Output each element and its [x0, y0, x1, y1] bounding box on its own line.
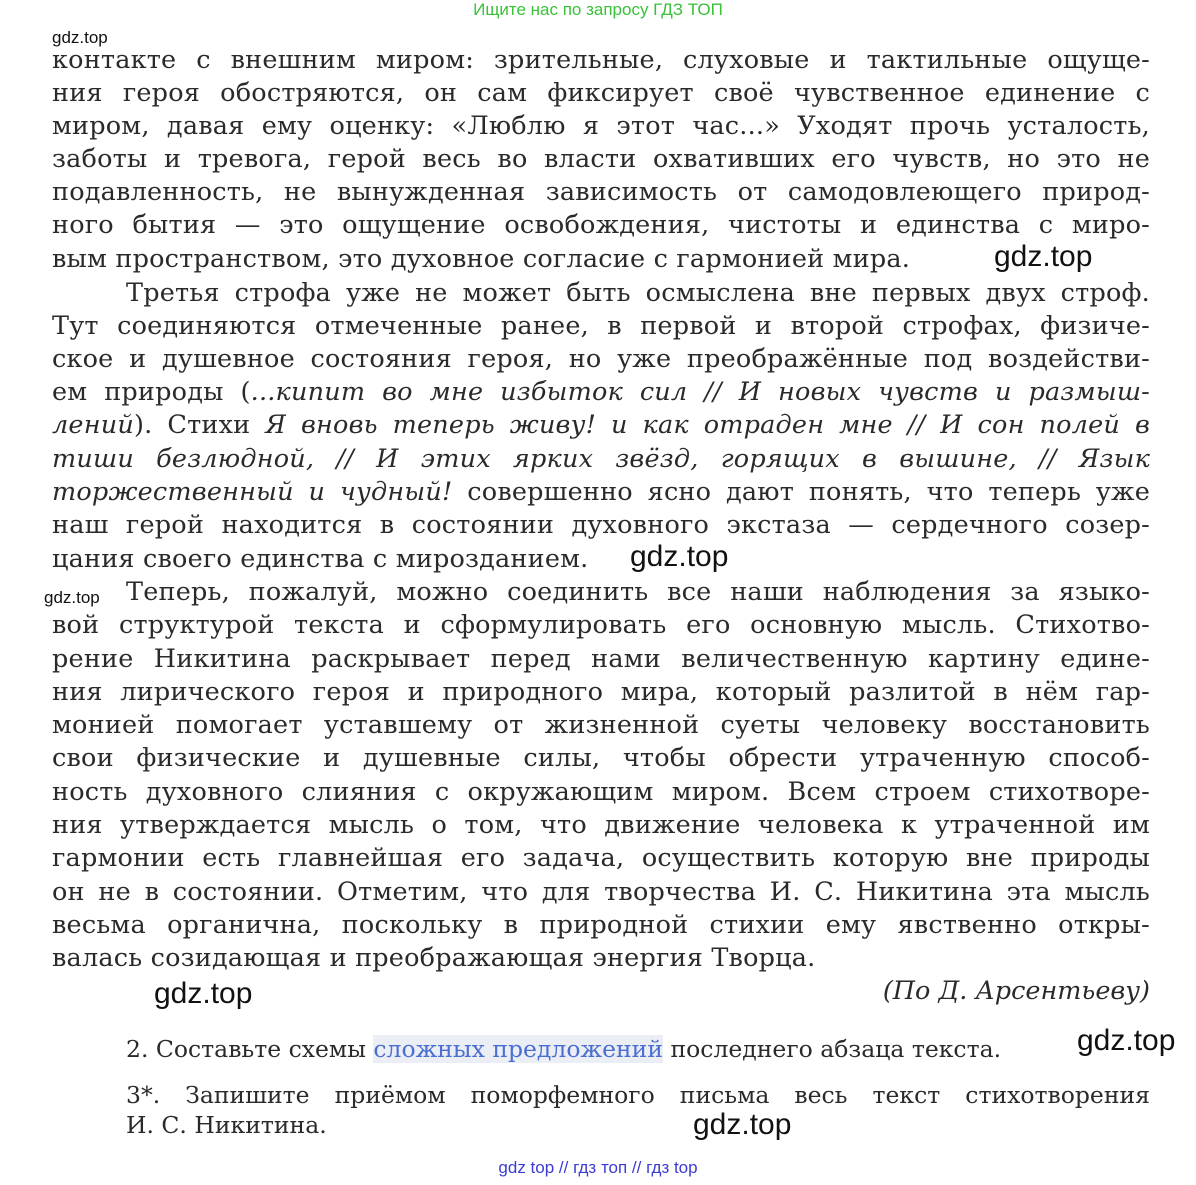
text-line: валась созидающая и преображающая энергия Творца.: [52, 943, 816, 973]
quote-italic: лений: [52, 410, 134, 440]
task-2: [126, 1033, 1001, 1066]
text-line: [52, 409, 1150, 442]
text-span: последнего абзаца текста.: [663, 1035, 1002, 1063]
quote-italic: ...кипит во мне избыток сил // И новых чувств и размыш-: [250, 377, 1150, 407]
text-line: Тут соединяются отмеченные ранее, в первой и второй строфах, физиче-: [52, 311, 1150, 341]
text-span: ем природы (: [52, 377, 251, 407]
text-line: он не в состоянии. Отметим, что для творчества И. С. Никитина эта мысль: [52, 877, 1150, 907]
link-complex-sentences[interactable]: сложных предложений: [373, 1035, 663, 1063]
text-line: Третья строфа уже не может быть осмыслена вне первых двух строф.: [126, 278, 1150, 308]
text-line: ния героя обостряются, он сам фиксирует своё чувственное единение с: [52, 78, 1150, 108]
text-line: Теперь, пожалуй, можно соединить все наши наблюдения за языко-: [126, 577, 1150, 607]
task-3-line-1: 3*. Запишите приёмом поморфемного письма весь текст стихотворения: [126, 1081, 1150, 1109]
text-line: весьма органична, поскольку в природной стихии ему явственно откры-: [52, 910, 1150, 940]
watermark: gdz.top: [44, 588, 100, 607]
text-line: ного бытия — это ощущение освобождения, чистоты и единства с миро-: [52, 210, 1150, 240]
text-line: контакте с внешним миром: зрительные, слуховые и тактильные ощуще-: [52, 45, 1150, 75]
text-line: [52, 443, 1150, 476]
text-line: [52, 376, 1150, 409]
watermark: gdz.top: [994, 240, 1093, 273]
text-line: заботы и тревога, герой весь во власти охвативших его чувств, но это не: [52, 144, 1150, 174]
quote-italic: тиши безлюдной, // И этих ярких звёзд, горящих в вышине, // Язык: [52, 444, 1150, 474]
text-line: вой структурой текста и сформулировать его основную мысль. Стихотво-: [52, 610, 1150, 640]
quote-italic: Я вновь теперь живу! и как отраден мне // И сон полей в: [265, 410, 1150, 440]
text-line: ность духовного слияния с окружающим миром. Всем строем стихотворе-: [52, 777, 1150, 807]
text-line: миром, давая ему оценку: «Люблю я этот час...» Уходят прочь усталость,: [52, 111, 1150, 141]
task-3-line-2: И. С. Никитина.: [126, 1111, 327, 1139]
watermark: gdz.top: [630, 540, 729, 573]
text-line: рение Никитина раскрывает перед нами величественную картину едине-: [52, 644, 1150, 674]
footer-links[interactable]: gdz top // гдз топ // гдз top: [498, 1158, 698, 1177]
text-line: подавленность, не вынужденная зависимость от самодовлеющего природ-: [52, 177, 1150, 207]
watermark: gdz.top: [693, 1108, 792, 1141]
text-line: цания своего единства с мирозданием.: [52, 544, 589, 574]
watermark: gdz.top: [1077, 1024, 1176, 1057]
top-banner[interactable]: Ищите нас по запросу ГДЗ ТОП: [473, 0, 723, 19]
text-span: ). Стихи: [133, 410, 266, 440]
text-line: ния утверждается мысль о том, что движение человека к утраченной им: [52, 810, 1150, 840]
text-line: свои физические и душевные силы, чтобы обрести утраченную способ-: [52, 743, 1150, 773]
text-line: ния лирического героя и природного мира, который разлитой в нём гар-: [52, 677, 1150, 707]
author-signature: (По Д. Арсентьеву): [882, 976, 1150, 1006]
text-line: монией помогает уставшему от жизненной суеты человеку восстановить: [52, 710, 1150, 740]
text-line: вым пространством, это духовное согласие с гармонией мира.: [52, 244, 911, 274]
watermark-top-left: gdz.top: [52, 28, 108, 47]
watermark: gdz.top: [154, 977, 253, 1010]
quote-italic: торжественный и чудный!: [52, 477, 453, 507]
text-line: наш герой находится в состоянии духовного экстаза — сердечного созер-: [52, 510, 1150, 540]
text-span: совершенно ясно дают понять, что теперь уже: [452, 477, 1151, 507]
text-line: ское и душевное состояния героя, но уже преображённые под воздействи-: [52, 344, 1150, 374]
text-span: 2. Составьте схемы: [126, 1035, 374, 1063]
text-line: [52, 476, 1150, 509]
text-line: гармонии есть главнейшая его задача, осуществить которую вне природы: [52, 843, 1150, 873]
